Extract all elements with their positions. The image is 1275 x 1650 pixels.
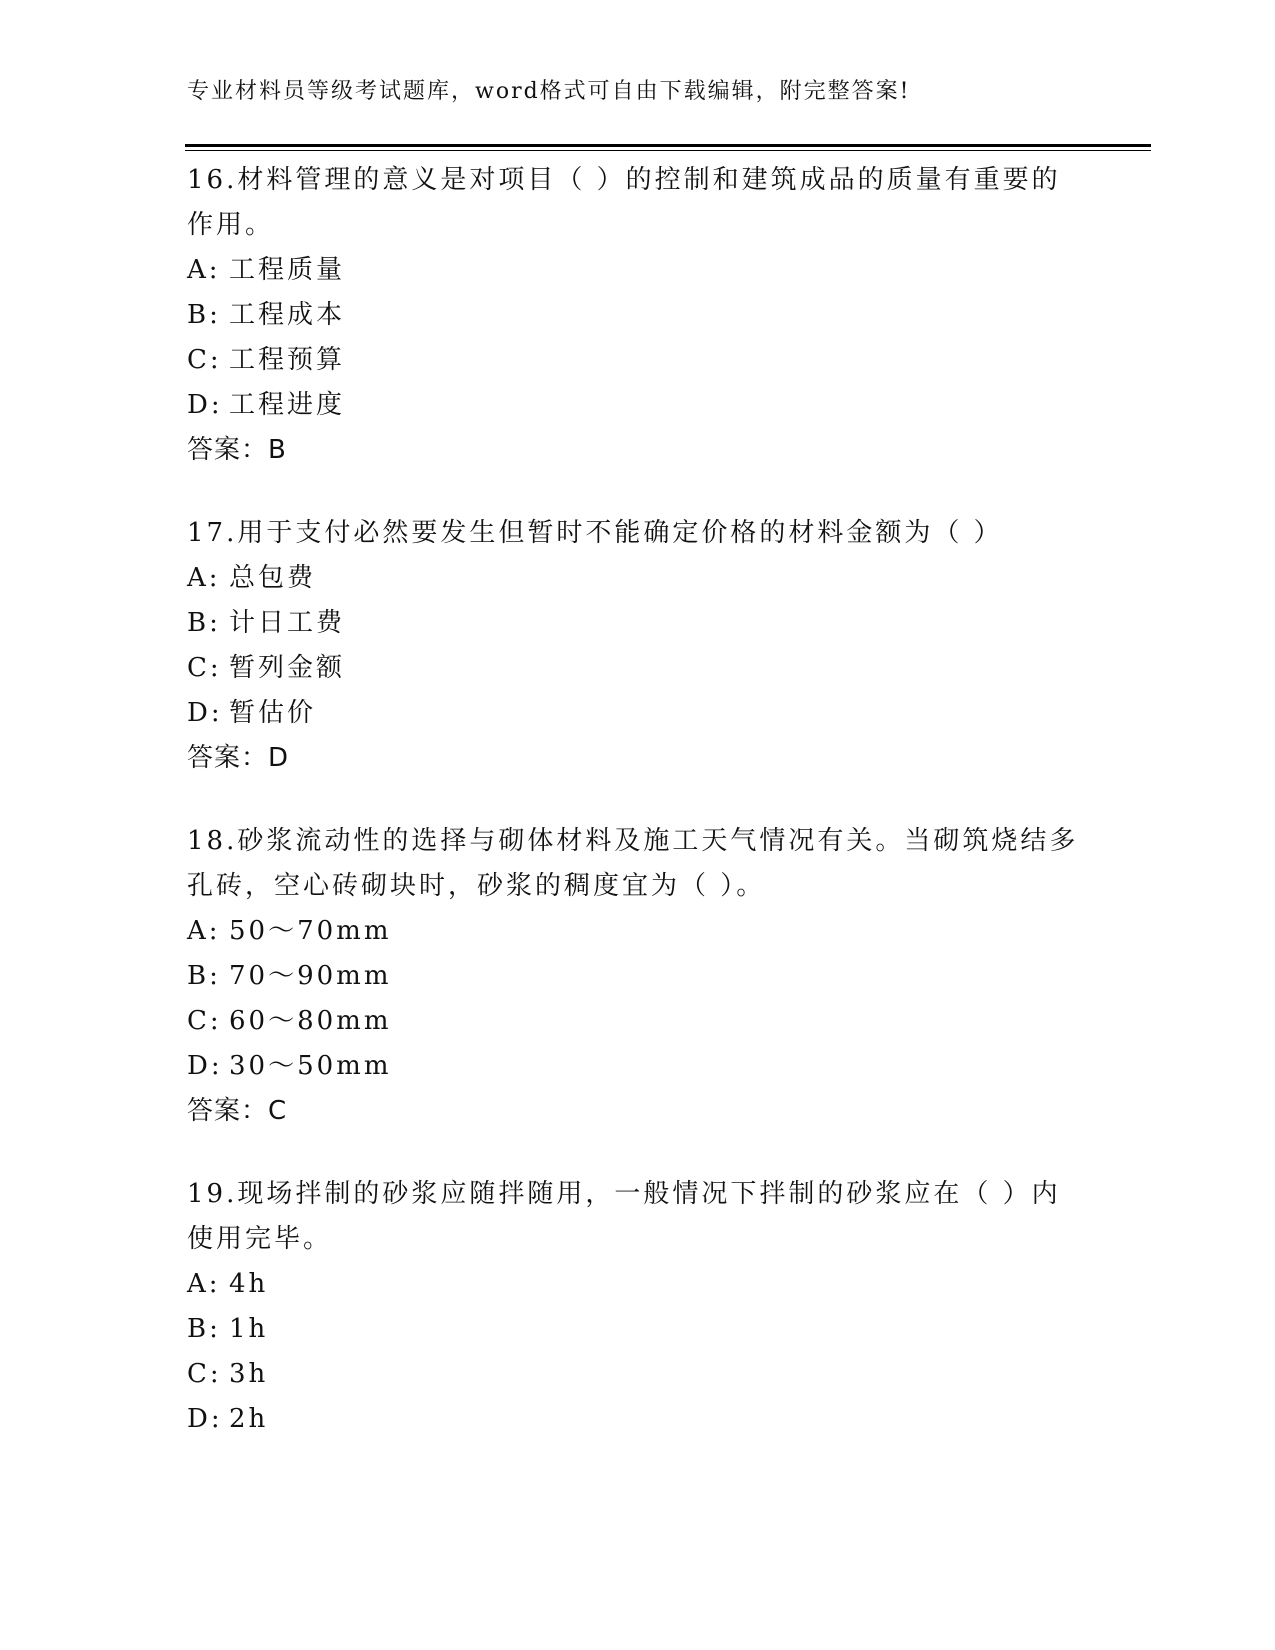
option-letter: A: — [187, 1269, 221, 1299]
question-stem: 19.现场拌制的砂浆应随拌随用，一般情况下拌制的砂浆应在（ ）内使用完毕。 — [187, 1179, 1061, 1254]
page-header: 专业材料员等级考试题库，word格式可自由下载编辑，附完整答案! — [187, 79, 911, 104]
option-b — [187, 601, 1087, 646]
option-letter: B: — [187, 1314, 221, 1344]
option-text: 工程预算 — [229, 345, 346, 375]
header-rule-thick — [185, 144, 1151, 147]
question-stem: 16.材料管理的意义是对项目（ ）的控制和建筑成品的质量有重要的作用。 — [187, 165, 1061, 240]
question-17 — [187, 511, 1087, 781]
option-a — [187, 1262, 1087, 1307]
option-text: 30～50mm — [229, 1051, 392, 1081]
option-letter: D: — [187, 390, 223, 420]
option-b — [187, 954, 1087, 999]
option-letter: C: — [187, 345, 222, 375]
option-letter: C: — [187, 1006, 222, 1036]
option-letter: A: — [187, 916, 221, 946]
answer-text: 答案：C — [187, 1096, 288, 1126]
question-stem: 18.砂浆流动性的选择与砌体材料及施工天气情况有关。当砌筑烧结多孔砖，空心砖砌块时，砂浆的稠度宜为（ ）。 — [187, 826, 1079, 901]
answer-text: 答案：D — [187, 743, 290, 773]
spacer — [187, 781, 1087, 819]
option-text: 总包费 — [229, 563, 317, 593]
option-b — [187, 293, 1087, 338]
question-stem: 17.用于支付必然要发生但暂时不能确定价格的材料金额为（ ） — [187, 518, 1003, 548]
option-b — [187, 1307, 1087, 1352]
option-letter: D: — [187, 1404, 223, 1434]
spacer — [187, 1134, 1087, 1172]
option-c — [187, 646, 1087, 691]
question-16 — [187, 158, 1087, 473]
option-text: 计日工费 — [229, 608, 346, 638]
option-text: 工程成本 — [229, 300, 346, 330]
option-text: 60～80mm — [229, 1006, 392, 1036]
option-d — [187, 383, 1087, 428]
option-d — [187, 691, 1087, 736]
option-c — [187, 1352, 1087, 1397]
option-letter: B: — [187, 961, 221, 991]
option-text: 50～70mm — [229, 916, 392, 946]
option-text: 4h — [229, 1269, 269, 1299]
option-a — [187, 909, 1087, 954]
option-letter: A: — [187, 255, 221, 285]
option-text: 70～90mm — [229, 961, 392, 991]
option-letter: D: — [187, 1051, 223, 1081]
option-text: 暂列金额 — [229, 653, 346, 683]
option-a — [187, 556, 1087, 601]
header-rule-thin — [185, 150, 1151, 151]
question-19 — [187, 1172, 1087, 1442]
option-text: 2h — [229, 1404, 269, 1434]
option-letter: D: — [187, 698, 223, 728]
question-18 — [187, 819, 1087, 1134]
option-letter: C: — [187, 1359, 222, 1389]
option-d — [187, 1397, 1087, 1442]
option-c — [187, 999, 1087, 1044]
option-text: 工程进度 — [229, 390, 346, 420]
option-text: 暂估价 — [229, 698, 317, 728]
answer-text: 答案：B — [187, 435, 287, 465]
option-letter: A: — [187, 563, 221, 593]
option-text: 工程质量 — [229, 255, 346, 285]
option-letter: B: — [187, 608, 221, 638]
option-text: 1h — [229, 1314, 269, 1344]
spacer — [187, 473, 1087, 511]
option-c — [187, 338, 1087, 383]
question-list — [187, 158, 1087, 1442]
option-text: 3h — [229, 1359, 269, 1389]
option-a — [187, 248, 1087, 293]
option-letter: C: — [187, 653, 222, 683]
option-letter: B: — [187, 300, 221, 330]
option-d — [187, 1044, 1087, 1089]
